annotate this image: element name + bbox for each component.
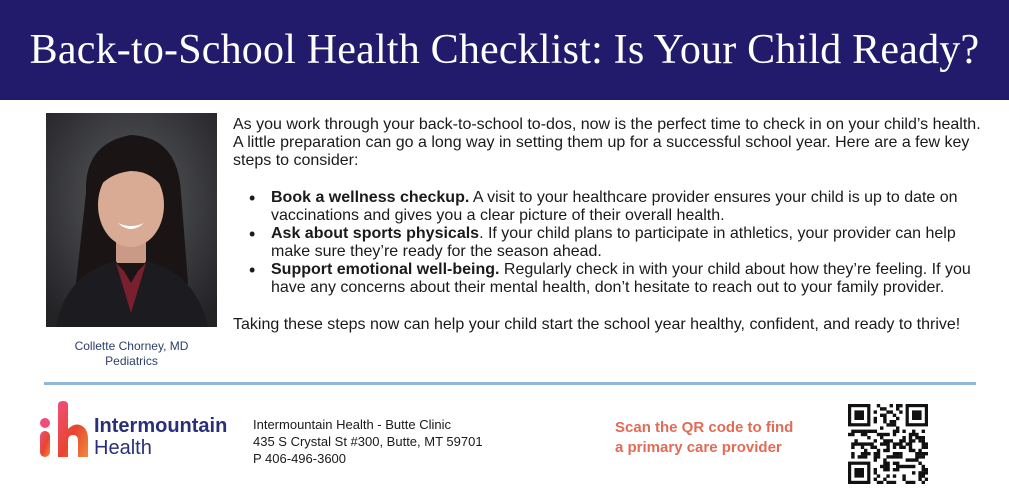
cta-line1: Scan the QR code to find xyxy=(615,419,794,436)
divider xyxy=(44,382,976,385)
logo-mark-icon xyxy=(38,401,90,461)
list-item xyxy=(271,261,985,297)
cta-line2: a primary care provider xyxy=(615,439,782,456)
list-item-title: Book a wellness checkup. xyxy=(271,189,470,206)
intermountain-logo xyxy=(38,401,233,461)
closing-paragraph: Taking these steps now can help your child start the school year healthy, confident, and ready to thrive! xyxy=(233,316,961,333)
list-item-text: Regularly check in with your child about how they’re feeling. If you have any concerns about their mental health, don’t hesitate to reach out to your family provider. xyxy=(271,261,971,296)
clinic-address: 435 S Crystal St #300, Butte, MT 59701 xyxy=(253,434,483,449)
doctor-specialty: Pediatrics xyxy=(105,354,158,368)
list-item-text: . If your child plans to participate in athletics, your provider can help make sure they’re ready for the season ahead. xyxy=(271,225,956,260)
doctor-caption xyxy=(46,339,217,369)
article-body xyxy=(233,116,985,334)
list-item xyxy=(271,225,985,261)
qr-code[interactable] xyxy=(848,404,928,484)
list-item-text: A visit to your healthcare provider ensures your child is up to date on vaccinations and gives you a clear picture of their overall health. xyxy=(271,189,958,224)
checklist xyxy=(271,189,985,297)
intro-paragraph: As you work through your back-to-school to-dos, now is the perfect time to check in on your child’s health. A little preparation can go a long way in setting them up for a successful school year. Here are a few key steps to consider: xyxy=(233,116,981,169)
doctor-name: Collette Chorney, MD xyxy=(74,339,189,353)
doctor-photo xyxy=(46,113,217,327)
clinic-phone: P 406-496-3600 xyxy=(253,451,347,466)
logo-wordmark xyxy=(94,415,227,459)
page-title: Back-to-School Health Checklist: Is Your Child Ready? xyxy=(29,27,980,73)
clinic-info xyxy=(253,416,483,467)
clinic-name: Intermountain Health - Butte Clinic xyxy=(253,417,451,432)
list-item xyxy=(271,189,985,225)
list-item-title: Ask about sports physicals xyxy=(271,225,480,242)
logo-line2: Health xyxy=(94,437,152,459)
logo-line1: Intermountain xyxy=(94,415,228,437)
list-item-title: Support emotional well-being. xyxy=(271,261,500,278)
header-banner xyxy=(0,0,1009,100)
qr-call-to-action xyxy=(615,418,793,458)
